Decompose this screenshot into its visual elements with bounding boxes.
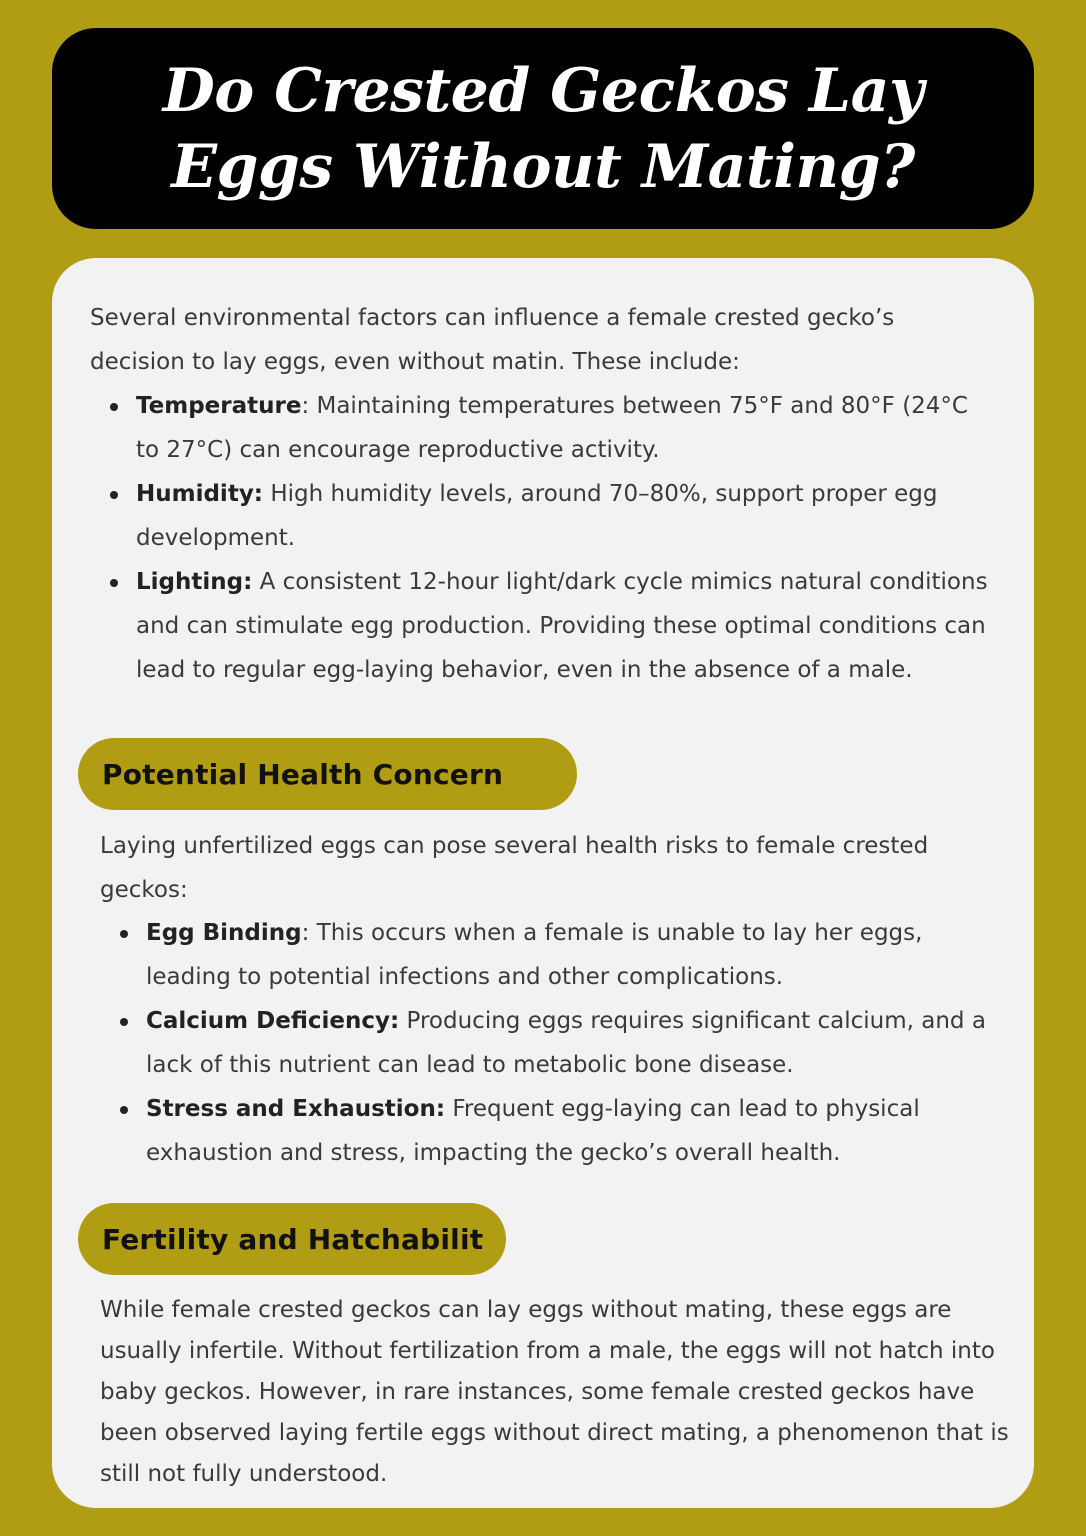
bullet-text: Producing eggs requires significant calcium, and a lack of this nutrient can lead to metabolic bone disease. [146, 1008, 986, 1078]
section-heading-fertility [78, 1203, 506, 1275]
bullet-text: A consistent 12-hour light/dark cycle mimics natural conditions and can stimulate egg production. Providing these optimal conditions can lead to regular egg-laying behavior, even in the absence of a male. [136, 569, 988, 683]
bullet-text: High humidity levels, around 70–80%, support proper egg development. [136, 481, 938, 551]
health-bullet-list [100, 911, 1000, 1175]
page-title-line-1: Do Crested Geckos Lay [162, 55, 924, 126]
bullet-text: : This occurs when a female is unable to lay her eggs, leading to potential infections and other complications. [146, 920, 923, 990]
list-item [90, 560, 990, 692]
section-heading-health [78, 738, 577, 810]
list-item [100, 1087, 1000, 1175]
bullet-term: Lighting: [136, 569, 253, 595]
bullet-icon [120, 1018, 128, 1026]
intro-bullet-list [90, 384, 990, 692]
bullet-text: : Maintaining temperatures between 75°F and 80°F (24°C to 27°C) can encourage reproductive activity. [136, 393, 968, 463]
list-item [100, 911, 1000, 999]
list-item [90, 472, 990, 560]
list-item [100, 999, 1000, 1087]
bullet-text: Frequent egg-laying can lead to physical exhaustion and stress, impacting the gecko’s overall health. [146, 1096, 920, 1166]
bullet-icon [120, 1106, 128, 1114]
list-item [90, 384, 990, 472]
title-banner [52, 28, 1034, 229]
bullet-icon [110, 403, 118, 411]
bullet-term: Temperature [136, 393, 302, 419]
intro-paragraph: Several environmental factors can influence a female crested gecko’s decision to lay eggs, even without matin. These include: [90, 305, 895, 375]
bullet-icon [110, 491, 118, 499]
bullet-icon [110, 579, 118, 587]
section-heading-label: Fertility and Hatchabilit [102, 1222, 484, 1256]
content-card [52, 258, 1034, 1508]
section-heading-label: Potential Health Concern [102, 757, 504, 791]
fertility-paragraph: While female crested geckos can lay eggs without mating, these eggs are usually infertile. Without fertilization from a male, the eggs will not hatch into baby geckos. However, in rare instances, some female crested geckos have been observed laying fertile eggs without direct mating, a phenomenon that is still not fully understood. [100, 1297, 1009, 1487]
page-title-line-2: Eggs Without Mating? [171, 131, 915, 202]
bullet-term: Egg Binding [146, 920, 302, 946]
bullet-icon [120, 930, 128, 938]
bullet-term: Calcium Deficiency: [146, 1008, 400, 1034]
health-paragraph: Laying unfertilized eggs can pose several health risks to female crested geckos: [100, 833, 929, 903]
bullet-term: Humidity: [136, 481, 264, 507]
bullet-term: Stress and Exhaustion: [146, 1096, 446, 1122]
